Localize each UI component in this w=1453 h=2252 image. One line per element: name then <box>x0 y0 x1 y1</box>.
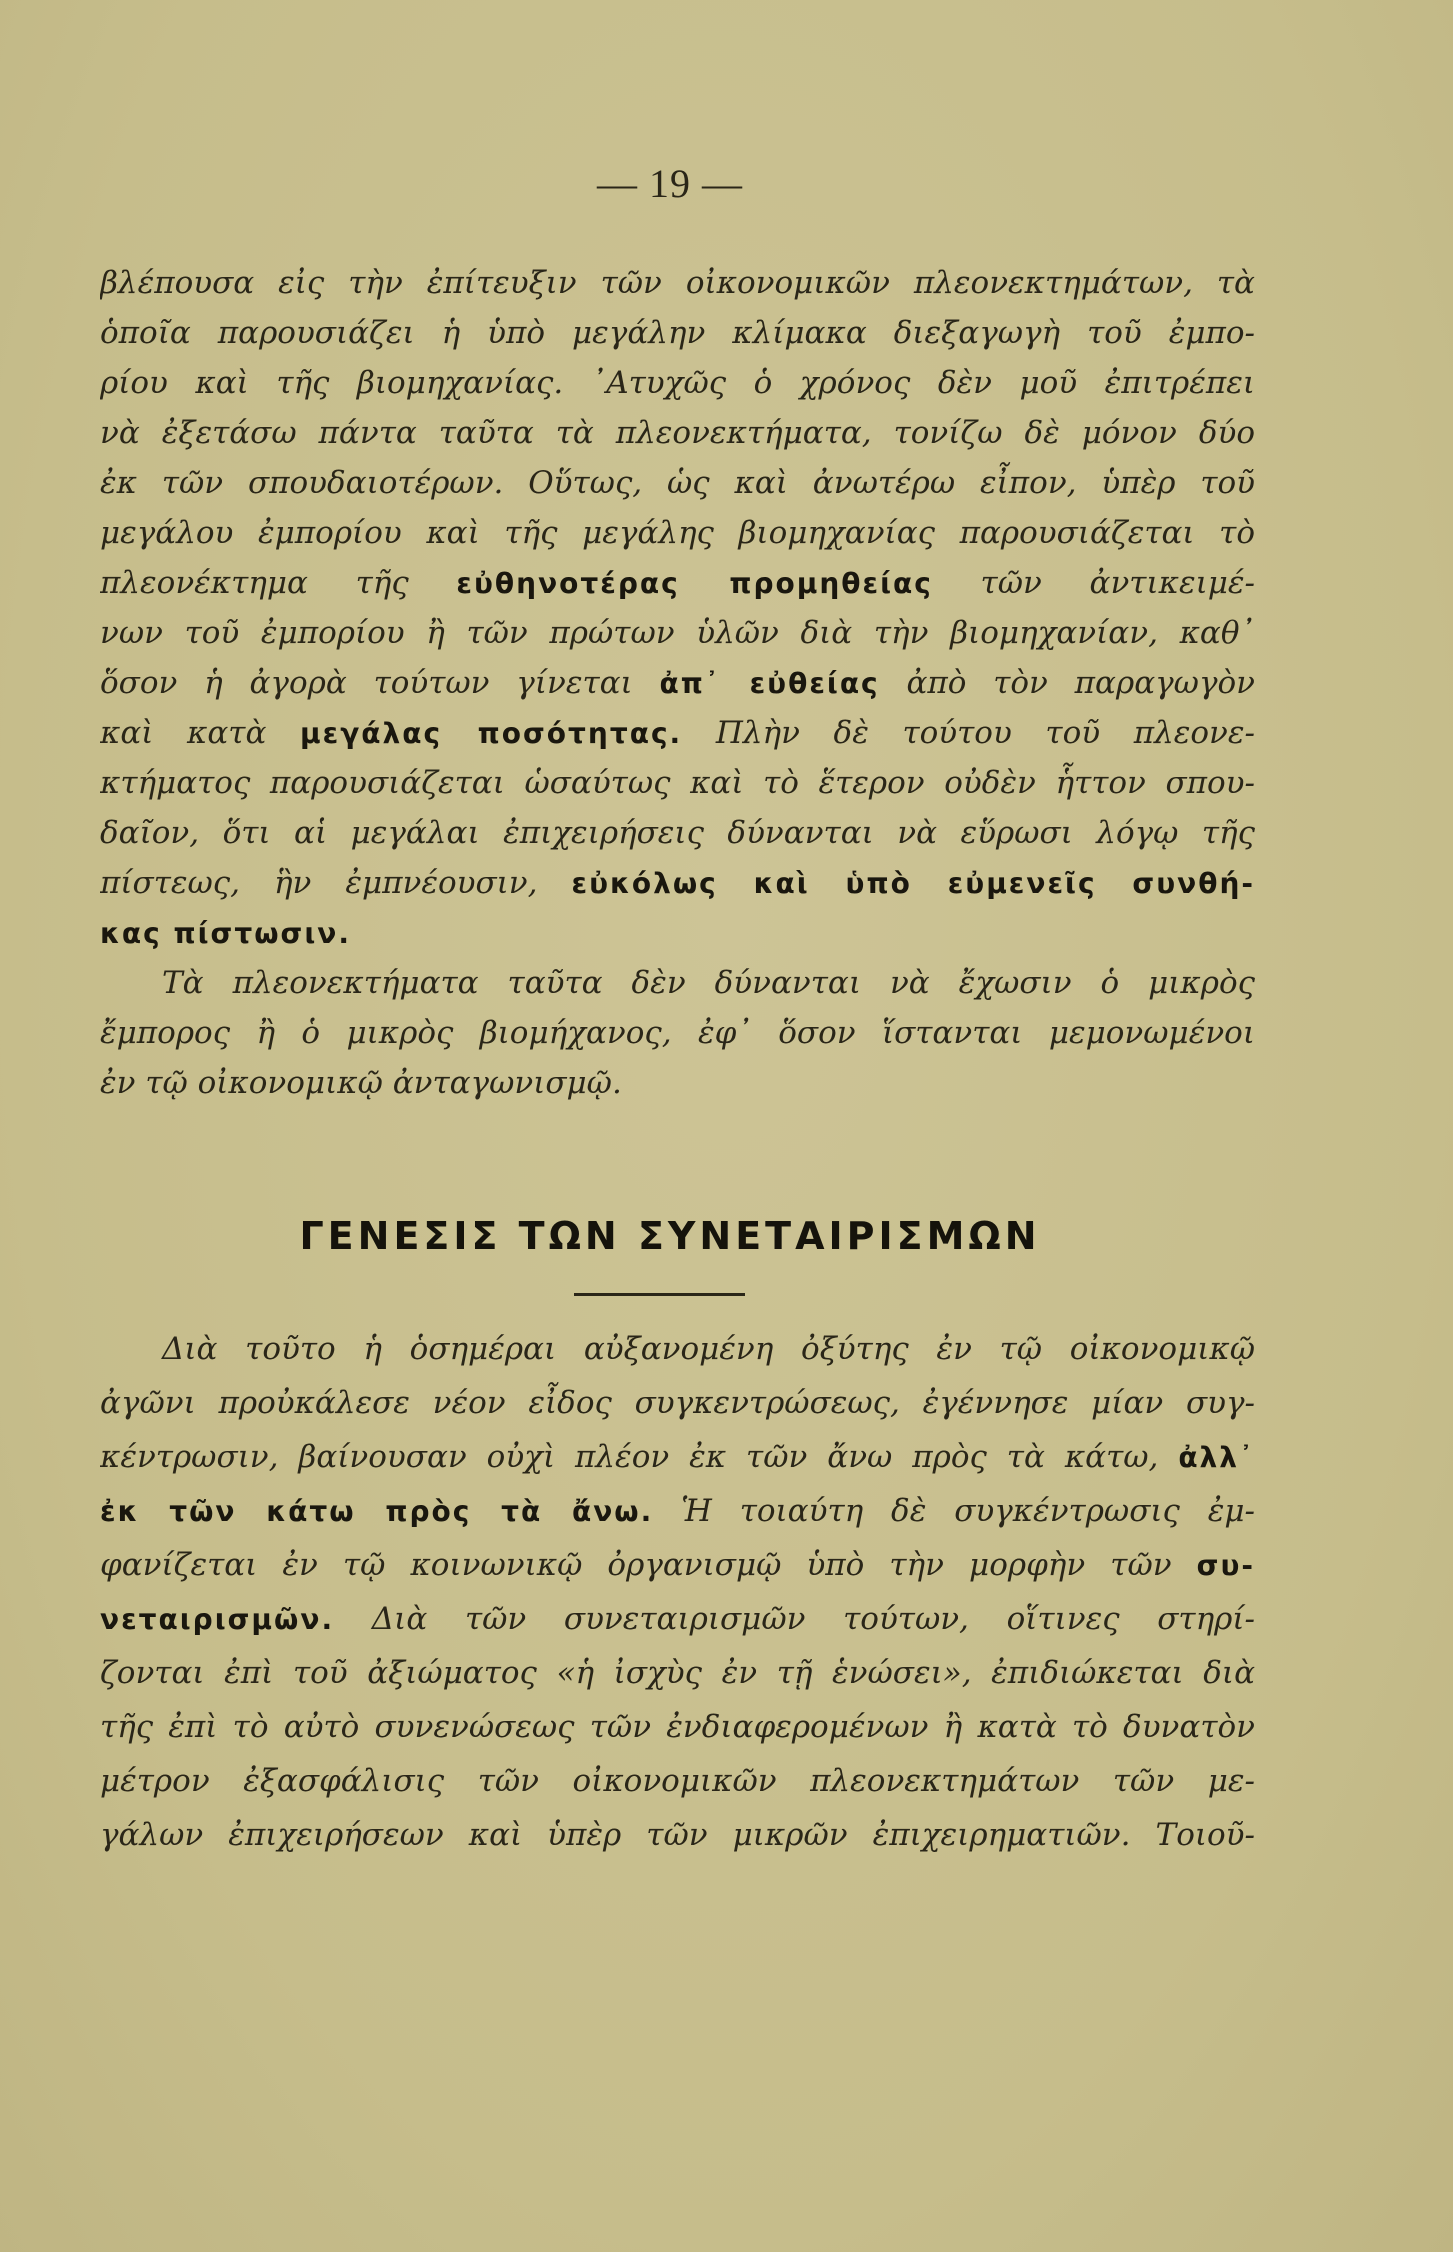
emphasized-text: εὐκόλως καὶ ὑπὸ εὐμενεῖς συνθή- <box>571 867 1255 900</box>
text-segment: ἀγῶνι προὐκάλεσε νέον εἶδος συγκεντρώσεως, ἐγέννησε μίαν συγ- <box>100 1385 1255 1421</box>
text-segment: νων τοῦ ἐμπορίου ἢ τῶν πρώτων ὑλῶν διὰ τὴν βιομηχανίαν, καθ᾿ <box>100 615 1255 651</box>
emphasized-text: συ- <box>1196 1549 1255 1582</box>
text-line <box>100 1646 1255 1700</box>
text-line <box>100 1700 1255 1754</box>
text-line <box>100 658 1255 708</box>
text-segment: δαῖον, ὅτι αἱ μεγάλαι ἐπιχειρήσεις δύνανται νὰ εὕρωσι λόγῳ τῆς <box>100 815 1255 851</box>
text-line <box>100 558 1255 608</box>
paragraph-2 <box>100 958 1255 1108</box>
text-line <box>100 1484 1255 1538</box>
emphasized-text: μεγάλας ποσότητας. <box>300 717 683 750</box>
text-line <box>100 1808 1255 1862</box>
text-line <box>100 808 1255 858</box>
text-segment: Διὰ τῶν συνεταιρισμῶν τούτων, οἵτινες στηρί- <box>334 1601 1255 1637</box>
text-line <box>100 1008 1255 1058</box>
text-segment: μεγάλου ἐμπορίου καὶ τῆς μεγάλης βιομηχανίας παρουσιάζεται τὸ <box>100 515 1255 551</box>
text-segment: ρίου καὶ τῆς βιομηχανίας. ᾿Ατυχῶς ὁ χρόνος δὲν μοῦ ἐπιτρέπει <box>100 365 1255 401</box>
text-line <box>100 958 1255 1008</box>
text-line <box>100 1376 1255 1430</box>
text-segment: ζονται ἐπὶ τοῦ ἀξιώματος «ἡ ἰσχὺς ἐν τῇ ἑνώσει», ἐπιδιώκεται διὰ <box>100 1655 1255 1691</box>
text-line <box>100 258 1255 308</box>
text-segment: ἐκ τῶν σπουδαιοτέρων. Οὕτως, ὡς καὶ ἀνωτέρω εἶπον, ὑπὲρ τοῦ <box>100 465 1255 501</box>
text-segment: ἀπὸ τὸν παραγωγὸν <box>879 665 1255 701</box>
text-line <box>100 1430 1255 1484</box>
text-line <box>100 708 1255 758</box>
text-segment: μέτρον ἐξασφάλισις τῶν οἰκονομικῶν πλεονεκτημάτων τῶν με- <box>100 1763 1255 1799</box>
text-line <box>100 458 1255 508</box>
text-segment: ἐν τῷ οἰκονομικῷ ἀνταγωνισμῷ. <box>100 1065 622 1101</box>
text-segment: κέντρωσιν, βαίνουσαν οὐχὶ πλέον ἐκ τῶν ἄνω πρὸς τὰ κάτω, <box>100 1439 1179 1475</box>
text-line <box>100 358 1255 408</box>
page-number: — 19 — <box>597 161 743 206</box>
heading-rule <box>574 1293 745 1296</box>
emphasized-text: νεταιρισμῶν. <box>100 1603 335 1636</box>
text-segment: κτήματος παρουσιάζεται ὡσαύτως καὶ τὸ ἕτερον οὐδὲν ἧττον σπου- <box>100 765 1255 801</box>
text-line <box>100 508 1255 558</box>
text-segment: καὶ κατὰ <box>100 715 301 751</box>
text-segment: Τὰ πλεονεκτήματα ταῦτα δὲν δύνανται νὰ ἔχωσιν ὁ μικρὸς <box>162 965 1255 1001</box>
text-segment: γάλων ἐπιχειρήσεων καὶ ὑπὲρ τῶν μικρῶν ἐπιχειρηματιῶν. Τοιοῦ- <box>100 1817 1255 1853</box>
text-segment: νὰ ἐξετάσω πάντα ταῦτα τὰ πλεονεκτήματα, τονίζω δὲ μόνον δύο <box>100 415 1255 451</box>
emphasized-text: ἀπ᾿ εὐθείας <box>659 667 880 700</box>
text-line <box>100 1322 1255 1376</box>
emphasized-text: εὐθηνοτέρας προμηθείας <box>456 567 933 600</box>
emphasized-text: ἀλλ᾿ <box>1178 1441 1255 1474</box>
text-segment: ὅσον ἡ ἀγορὰ τούτων γίνεται <box>100 665 660 701</box>
text-line <box>100 408 1255 458</box>
text-line <box>100 1538 1255 1592</box>
text-line <box>100 608 1255 658</box>
text-line <box>100 758 1255 808</box>
text-segment: πίστεως, ἣν ἐμπνέουσιν, <box>100 865 572 901</box>
text-segment: ὁποῖα παρουσιάζει ἡ ὑπὸ μεγάλην κλίμακα διεξαγωγὴ τοῦ ἐμπο- <box>100 315 1255 351</box>
paragraph-1 <box>100 258 1255 958</box>
text-segment: τῆς ἐπὶ τὸ αὐτὸ συνενώσεως τῶν ἐνδιαφερομένων ἢ κατὰ τὸ δυνατὸν <box>100 1709 1255 1745</box>
text-segment: Διὰ τοῦτο ἡ ὁσημέραι αὐξανομένη ὀξύτης ἐν τῷ οἰκονομικῷ <box>162 1331 1255 1367</box>
text-segment: τῶν ἀντικειμέ- <box>932 565 1255 601</box>
text-line <box>100 858 1255 908</box>
emphasized-text: κας πίστωσιν. <box>100 917 351 950</box>
text-line <box>100 908 1255 958</box>
emphasized-text: ἐκ τῶν κάτω πρὸς τὰ ἄνω. <box>100 1495 654 1528</box>
text-line <box>100 308 1255 358</box>
text-line <box>100 1058 1255 1108</box>
text-line <box>100 1592 1255 1646</box>
section-heading: ΓΕΝΕΣΙΣ ΤΩΝ ΣΥΝΕΤΑΙΡΙΣΜΩΝ <box>299 1214 1041 1258</box>
text-segment: βλέπουσα εἰς τὴν ἐπίτευξιν τῶν οἰκονομικῶν πλεονεκτημάτων, τὰ <box>100 265 1255 301</box>
text-segment: ἔμπορος ἢ ὁ μικρὸς βιομήχανος, ἐφ᾿ ὅσον ἵστανται μεμονωμένοι <box>100 1015 1255 1051</box>
paragraph-3 <box>100 1322 1255 1862</box>
text-segment: φανίζεται ἐν τῷ κοινωνικῷ ὀργανισμῷ ὑπὸ τὴν μορφὴν τῶν <box>100 1547 1197 1583</box>
text-segment: πλεονέκτημα τῆς <box>100 565 457 601</box>
text-segment: Πλὴν δὲ τούτου τοῦ πλεονε- <box>682 715 1255 751</box>
text-segment: Ἡ τοιαύτη δὲ συγκέντρωσις ἐμ- <box>653 1493 1255 1529</box>
text-line <box>100 1754 1255 1808</box>
